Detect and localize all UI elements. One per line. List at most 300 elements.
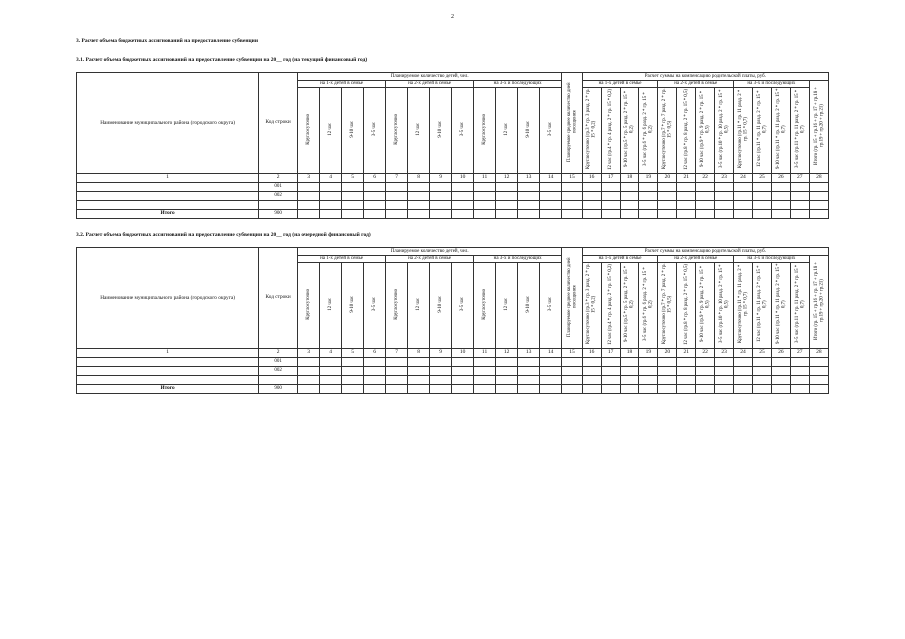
calc-column-header-text: Круглосуточно (гр.11 * гр. 11 разд. 2 * гр. 15 * 0,7): [737, 265, 749, 344]
value-cell: [562, 201, 582, 210]
mode-column-header-text: Круглосуточно: [481, 289, 487, 320]
calc-column-header-text: 3-5 час (гр.11 * гр. 11 разд. 2 * гр. 15 * 0,7): [794, 265, 805, 344]
value-cell: [452, 376, 474, 385]
value-cell: [601, 183, 620, 192]
column-number: 3: [298, 349, 320, 358]
value-cell: [496, 376, 518, 385]
calc-column-header: [790, 263, 809, 349]
total-value-cell: [771, 210, 790, 219]
mode-column-header-text: 9-10 час: [437, 121, 443, 138]
planned-days-header: [562, 248, 582, 349]
value-cell: [452, 192, 474, 201]
column-number: 2: [259, 349, 298, 358]
mode-column-header: [430, 263, 452, 349]
value-cell: [771, 376, 790, 385]
value-cell: [658, 201, 677, 210]
column-number: 2: [259, 174, 298, 183]
value-cell: [639, 201, 658, 210]
column-number: 26: [771, 349, 790, 358]
column-number: 28: [809, 349, 828, 358]
value-cell: [658, 192, 677, 201]
table-row: [77, 192, 829, 201]
value-cell: [474, 367, 496, 376]
total-value-cell: [540, 385, 562, 394]
total-value-cell: [430, 385, 452, 394]
calc-column-header: [658, 263, 677, 349]
total-value-cell: [562, 385, 582, 394]
value-cell: [562, 367, 582, 376]
total-value-cell: [620, 210, 639, 219]
value-cell: [430, 376, 452, 385]
value-cell: [430, 358, 452, 367]
calc-column-header-text: 3-5 час (гр.10 * гр. 10 разд. 2 * гр. 15 * 0,5): [718, 265, 730, 344]
value-cell: [364, 367, 386, 376]
value-cell: [696, 201, 715, 210]
value-cell: [562, 376, 582, 385]
mode-column-header: [430, 88, 452, 174]
value-cell: [474, 183, 496, 192]
column-number: 7: [386, 349, 408, 358]
calc-column-header-text: 12 час (гр.8 * гр. 8 разд. 2 * гр. 15 * 0,5): [683, 88, 689, 170]
code-column-header: Код строки: [259, 248, 298, 349]
value-cell: [677, 358, 696, 367]
value-cell: [386, 192, 408, 201]
mode-column-header: [474, 263, 496, 349]
planned-children-header: Планируемое количество детей, чел.: [298, 248, 562, 256]
calc-column-header: [734, 88, 753, 174]
value-cell: [364, 358, 386, 367]
calc-column-header-text: 9-10 час (гр.5 * гр. 5 разд. 2 * гр. 15 * 0,2): [624, 91, 635, 168]
value-cell: [408, 367, 430, 376]
column-number-row: [77, 349, 829, 358]
table-row: [77, 201, 829, 210]
total-value-cell: [809, 385, 828, 394]
value-cell: [752, 376, 771, 385]
value-cell: [582, 358, 601, 367]
value-cell: [364, 201, 386, 210]
planned-children-header: Планируемое количество детей, чел.: [298, 73, 562, 81]
value-cell: [496, 192, 518, 201]
total-value-cell: [752, 385, 771, 394]
region-name-cell: [77, 201, 259, 210]
value-cell: [790, 183, 809, 192]
column-number: 10: [452, 174, 474, 183]
value-cell: [562, 183, 582, 192]
total-row: [77, 385, 829, 394]
column-number: 24: [734, 174, 753, 183]
total-value-cell: [715, 210, 734, 219]
value-cell: [771, 192, 790, 201]
name-column-header: Наименование муниципального района (городского округа): [77, 73, 259, 174]
value-cell: [696, 358, 715, 367]
total-label: Итого: [77, 210, 259, 219]
calc-column-header: [677, 88, 696, 174]
planned-days-header-text: Планируемое среднее количество дней посещения: [566, 82, 577, 162]
mode-column-header-text: 3-5 час: [459, 122, 465, 137]
value-cell: [696, 183, 715, 192]
value-cell: [540, 192, 562, 201]
calc-column-header: [639, 263, 658, 349]
mode-column-header: [320, 88, 342, 174]
column-number: 15: [562, 174, 582, 183]
region-name-cell: [77, 367, 259, 376]
calc-column-header: [734, 263, 753, 349]
value-cell: [430, 201, 452, 210]
column-number: 13: [518, 349, 540, 358]
column-number: 13: [518, 174, 540, 183]
calc-column-header-text: 9-10 час (гр.11 * гр. 11 разд. 2 * гр. 15 * 0,7): [775, 89, 786, 170]
value-cell: [696, 376, 715, 385]
column-number: 15: [562, 349, 582, 358]
total-value-cell: [790, 385, 809, 394]
total-code: 900: [259, 210, 298, 219]
calc-column-header: [658, 88, 677, 174]
value-cell: [582, 201, 601, 210]
value-cell: [408, 376, 430, 385]
calc-column-header: [752, 88, 771, 174]
column-number: 8: [408, 349, 430, 358]
row-code-cell: 002: [259, 367, 298, 376]
planned-sub-1: на 1-х детей в семье: [298, 256, 386, 263]
table-row: [77, 367, 829, 376]
total-value-cell: [364, 385, 386, 394]
value-cell: [298, 376, 320, 385]
value-cell: [320, 376, 342, 385]
column-number: 27: [790, 349, 809, 358]
column-number: 23: [715, 174, 734, 183]
total-value-cell: [496, 210, 518, 219]
value-cell: [540, 201, 562, 210]
column-number: 12: [496, 174, 518, 183]
calc-column-header-text: Круглосуточно (гр.7 * гр. 7 разд. 2 * гр. 15 * 0,5): [662, 264, 673, 345]
mode-column-header-text: Круглосуточно: [305, 114, 311, 145]
total-value-cell: [364, 210, 386, 219]
value-cell: [790, 358, 809, 367]
value-cell: [790, 192, 809, 201]
value-cell: [386, 376, 408, 385]
column-number: 16: [582, 174, 601, 183]
column-number: 11: [474, 349, 496, 358]
column-number: 27: [790, 174, 809, 183]
value-cell: [771, 367, 790, 376]
column-number: 1: [77, 174, 259, 183]
mode-column-header: [540, 263, 562, 349]
calc-total-header-text: Итого (гр. 15 + гр.16 + гр. 17 + гр.18 + гр.19 + гр.20 + гр.21): [813, 86, 824, 165]
total-value-cell: [677, 210, 696, 219]
value-cell: [771, 183, 790, 192]
mode-column-header: [474, 88, 496, 174]
calc-column-header-text: 9-10 час (гр.9 * гр. 9 разд. 2 * гр. 15 * 0,5): [699, 91, 711, 168]
table-row: [77, 358, 829, 367]
value-cell: [496, 183, 518, 192]
value-cell: [620, 192, 639, 201]
total-value-cell: [658, 385, 677, 394]
value-cell: [677, 367, 696, 376]
value-cell: [452, 367, 474, 376]
value-cell: [386, 183, 408, 192]
value-cell: [752, 201, 771, 210]
value-cell: [601, 358, 620, 367]
value-cell: [496, 201, 518, 210]
column-number-row: [77, 174, 829, 183]
column-number: 17: [601, 349, 620, 358]
total-value-cell: [790, 210, 809, 219]
mode-column-header-text: Круглосуточно: [305, 289, 311, 320]
row-code-cell: [259, 201, 298, 210]
value-cell: [320, 358, 342, 367]
value-cell: [342, 183, 364, 192]
value-cell: [809, 192, 828, 201]
mode-column-header-text: 9-10 час: [525, 121, 531, 138]
column-number: 24: [734, 349, 753, 358]
mode-column-header-text: 12 час: [327, 123, 333, 136]
calc-sub-2: на 2-х детей в семье: [658, 81, 734, 88]
total-value-cell: [452, 210, 474, 219]
value-cell: [809, 376, 828, 385]
value-cell: [620, 367, 639, 376]
total-value-cell: [620, 385, 639, 394]
total-value-cell: [496, 385, 518, 394]
total-value-cell: [696, 385, 715, 394]
calc-column-header-text: 3-5 час (гр.10 * гр. 10 разд. 2 * гр. 15 * 0,5): [718, 90, 730, 169]
column-number: 20: [658, 349, 677, 358]
total-value-cell: [386, 210, 408, 219]
calc-column-header: [715, 88, 734, 174]
total-value-cell: [408, 385, 430, 394]
mode-column-header-text: 12 час: [415, 298, 421, 311]
value-cell: [386, 358, 408, 367]
total-value-cell: [715, 385, 734, 394]
value-cell: [620, 358, 639, 367]
column-number: 21: [677, 174, 696, 183]
value-cell: [771, 358, 790, 367]
value-cell: [620, 201, 639, 210]
mode-column-header-text: 9-10 час: [349, 121, 355, 138]
calc-sum-header: Расчет суммы на компенсацию родительской платы, руб.: [582, 73, 828, 81]
mode-column-header: [386, 263, 408, 349]
value-cell: [518, 201, 540, 210]
column-number: 8: [408, 174, 430, 183]
value-cell: [790, 201, 809, 210]
value-cell: [809, 201, 828, 210]
value-cell: [582, 367, 601, 376]
calc-column-header: [715, 263, 734, 349]
column-number: 21: [677, 349, 696, 358]
column-number: 23: [715, 349, 734, 358]
column-number: 22: [696, 349, 715, 358]
column-number: 6: [364, 349, 386, 358]
value-cell: [540, 358, 562, 367]
value-cell: [430, 183, 452, 192]
value-cell: [752, 367, 771, 376]
calc-sub-1: на 1-х детей в семье: [582, 256, 658, 263]
value-cell: [518, 376, 540, 385]
value-cell: [809, 183, 828, 192]
value-cell: [696, 367, 715, 376]
column-number: 16: [582, 349, 601, 358]
value-cell: [342, 358, 364, 367]
value-cell: [452, 183, 474, 192]
value-cell: [474, 358, 496, 367]
row-code-cell: [259, 376, 298, 385]
value-cell: [809, 367, 828, 376]
table-2: [76, 247, 829, 394]
value-cell: [408, 183, 430, 192]
column-number: 17: [601, 174, 620, 183]
value-cell: [320, 367, 342, 376]
value-cell: [582, 376, 601, 385]
value-cell: [771, 201, 790, 210]
calc-sub-1: на 1-х детей в семье: [582, 81, 658, 88]
value-cell: [430, 192, 452, 201]
value-cell: [734, 192, 753, 201]
calc-column-header: [771, 263, 790, 349]
value-cell: [342, 192, 364, 201]
calc-sub-3: на 3-х и последующих: [734, 256, 810, 263]
value-cell: [474, 201, 496, 210]
value-cell: [408, 201, 430, 210]
mode-column-header: [408, 263, 430, 349]
section-title: 3. Расчет объема бюджетных ассигнований на предоставление субвенции: [76, 38, 258, 44]
value-cell: [496, 358, 518, 367]
mode-column-header: [408, 88, 430, 174]
value-cell: [639, 376, 658, 385]
mode-column-header: [342, 263, 364, 349]
calc-column-header-text: 9-10 час (гр.11 * гр. 11 разд. 2 * гр. 15 * 0,7): [775, 264, 786, 345]
value-cell: [518, 367, 540, 376]
value-cell: [298, 183, 320, 192]
calc-column-header-text: 3-5 час (гр.6 * гр. 6 разд. 2 * гр. 15 * 0,2): [643, 267, 654, 342]
total-value-cell: [342, 210, 364, 219]
mode-column-header: [364, 88, 386, 174]
value-cell: [298, 192, 320, 201]
value-cell: [298, 367, 320, 376]
mode-column-header: [298, 263, 320, 349]
calc-total-header-text: Итого (гр. 15 + гр.16 + гр. 17 + гр.18 + гр.19 + гр.20 + гр.21): [813, 261, 824, 340]
value-cell: [364, 376, 386, 385]
mode-column-header: [496, 263, 518, 349]
total-value-cell: [298, 210, 320, 219]
total-value-cell: [639, 385, 658, 394]
value-cell: [658, 376, 677, 385]
value-cell: [320, 183, 342, 192]
value-cell: [601, 192, 620, 201]
value-cell: [734, 183, 753, 192]
total-value-cell: [639, 210, 658, 219]
value-cell: [601, 367, 620, 376]
planned-sub-2: на 2-х детей в семье: [386, 81, 474, 88]
total-value-cell: [582, 210, 601, 219]
total-value-cell: [752, 210, 771, 219]
mode-column-header-text: 9-10 час: [349, 296, 355, 313]
value-cell: [582, 192, 601, 201]
column-number: 6: [364, 174, 386, 183]
value-cell: [677, 201, 696, 210]
table-row: [77, 183, 829, 192]
header-row-groups: [77, 248, 829, 256]
mode-column-header: [496, 88, 518, 174]
value-cell: [320, 192, 342, 201]
value-cell: [658, 183, 677, 192]
mode-column-header: [320, 263, 342, 349]
mode-column-header: [342, 88, 364, 174]
value-cell: [715, 201, 734, 210]
total-value-cell: [518, 385, 540, 394]
region-name-cell: [77, 183, 259, 192]
value-cell: [430, 367, 452, 376]
calc-total-header: [809, 256, 828, 349]
value-cell: [452, 358, 474, 367]
value-cell: [342, 376, 364, 385]
mode-column-header: [364, 263, 386, 349]
total-value-cell: [658, 210, 677, 219]
calc-column-header: [582, 263, 601, 349]
planned-sub-2: на 2-х детей в семье: [386, 256, 474, 263]
value-cell: [715, 358, 734, 367]
value-cell: [452, 201, 474, 210]
column-number: 12: [496, 349, 518, 358]
value-cell: [298, 201, 320, 210]
planned-sub-3: на 3-х и последующих: [474, 256, 562, 263]
name-column-header: Наименование муниципального района (городского округа): [77, 248, 259, 349]
calc-column-header: [790, 88, 809, 174]
mode-column-header-text: 3-5 час: [459, 297, 465, 312]
total-value-cell: [320, 385, 342, 394]
mode-column-header-text: 9-10 час: [437, 296, 443, 313]
calc-column-header-text: Круглосуточно (гр.11 * гр. 11 разд. 2 * гр. 15 * 0,7): [737, 90, 749, 169]
mode-column-header-text: 3-5 час: [548, 297, 553, 312]
mode-column-header: [540, 88, 562, 174]
mode-column-header-text: Круглосуточно: [393, 114, 399, 145]
value-cell: [677, 376, 696, 385]
total-value-cell: [582, 385, 601, 394]
total-value-cell: [696, 210, 715, 219]
value-cell: [715, 367, 734, 376]
value-cell: [364, 183, 386, 192]
total-value-cell: [408, 210, 430, 219]
calc-column-header-text: 12 час (гр.4 * гр. 4 разд. 2 * гр. 15 * 0,2): [607, 263, 613, 345]
calc-column-header: [696, 263, 715, 349]
value-cell: [696, 192, 715, 201]
table-1: [76, 72, 829, 219]
value-cell: [734, 376, 753, 385]
mode-column-header-text: 3-5 час: [371, 297, 377, 312]
value-cell: [320, 201, 342, 210]
row-code-cell: 001: [259, 358, 298, 367]
value-cell: [809, 358, 828, 367]
calc-column-header: [582, 88, 601, 174]
value-cell: [342, 201, 364, 210]
region-name-cell: [77, 358, 259, 367]
value-cell: [677, 183, 696, 192]
planned-sub-1: на 1-х детей в семье: [298, 81, 386, 88]
total-value-cell: [320, 210, 342, 219]
calc-column-header-text: 12 час (гр.8 * гр. 8 разд. 2 * гр. 15 * 0,5): [683, 263, 689, 345]
total-value-cell: [474, 210, 496, 219]
calc-column-header-text: 12 час (гр.4 * гр. 4 разд. 2 * гр. 15 * 0,2): [607, 88, 613, 170]
value-cell: [474, 376, 496, 385]
value-cell: [752, 183, 771, 192]
table-2-subtitle: 3.2. Расчет объема бюджетных ассигнований на предоставление субвенции на 20__ год (на очередной финансовый год): [76, 232, 371, 238]
value-cell: [386, 367, 408, 376]
value-cell: [582, 183, 601, 192]
calc-column-header-text: Круглосуточно (гр.7 * гр. 7 разд. 2 * гр. 15 * 0,5): [662, 89, 673, 170]
column-number: 18: [620, 349, 639, 358]
total-value-cell: [474, 385, 496, 394]
total-value-cell: [601, 385, 620, 394]
mode-column-header: [298, 88, 320, 174]
total-value-cell: [562, 210, 582, 219]
